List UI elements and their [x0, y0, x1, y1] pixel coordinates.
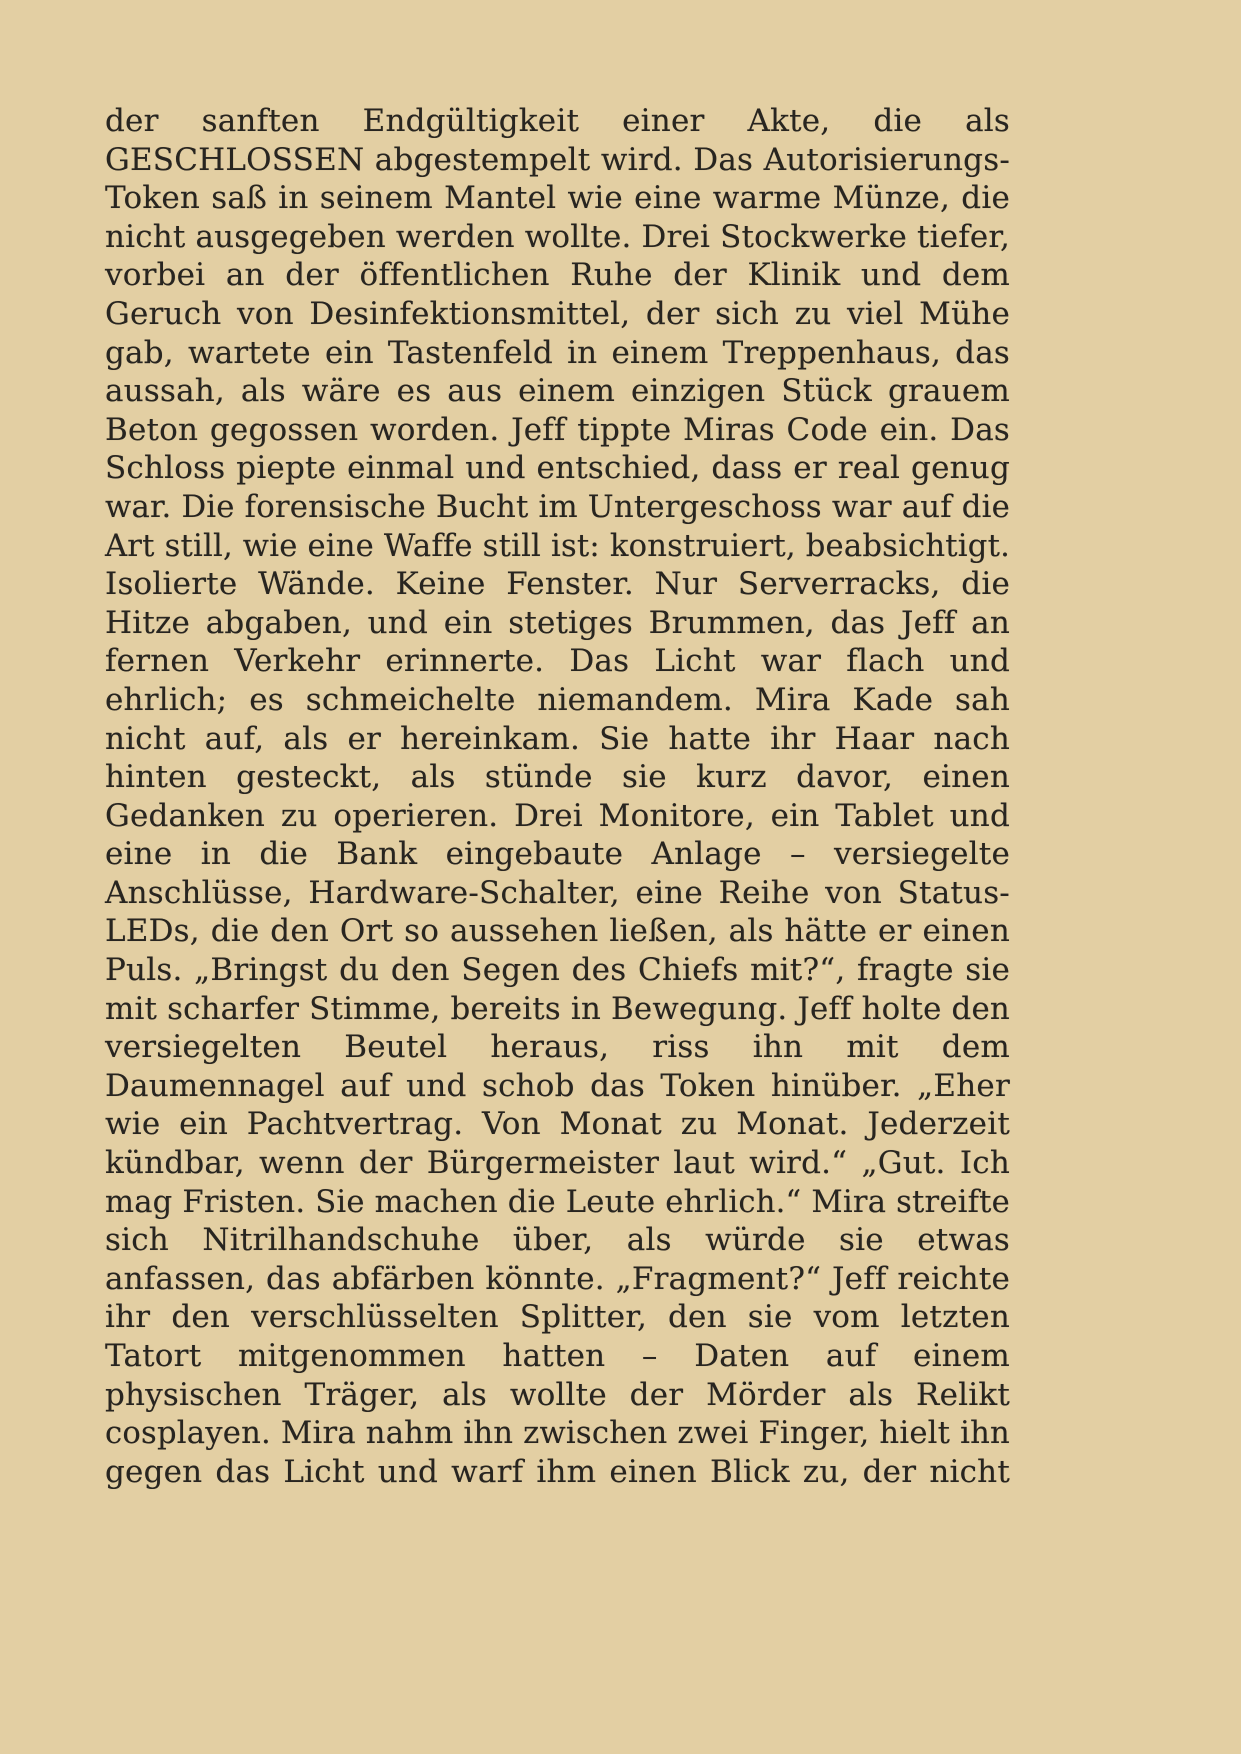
text-line: kündbar, wenn der Bürgermeister laut wird.“ „Gut. Ich [105, 1145, 1010, 1182]
text-line: eine in die Bank eingebaute Anlage – versiegelte [105, 836, 1010, 873]
text-line: gab, wartete ein Tastenfeld in einem Treppenhaus, das [105, 334, 1010, 371]
text-line: war. Die forensische Bucht im Untergeschoss war auf die [105, 488, 1010, 525]
text-line: fernen Verkehr erinnerte. Das Licht war flach und [105, 643, 1010, 680]
text-line: Puls. „Bringst du den Segen des Chiefs mit?“, fragte sie [105, 952, 1010, 989]
text-line: Schloss piepte einmal und entschied, dass er real genug [105, 450, 1010, 487]
text-line: Geruch von Desinfektionsmittel, der sich zu viel Mühe [105, 295, 1010, 332]
text-line: Tatort mitgenommen hatten – Daten auf einem [105, 1338, 1010, 1374]
text-line: Hitze abgaben, und ein stetiges Brummen, das Jeff an [105, 604, 1010, 641]
text-line: cosplayen. Mira nahm ihn zwischen zwei Finger, hielt ihn [105, 1415, 1010, 1452]
text-line: hinten gesteckt, als stünde sie kurz davor, einen [105, 759, 1010, 796]
text-line: physischen Träger, als wollte der Mörder als Relikt [105, 1376, 1010, 1413]
text-line: der sanften Endgültigkeit einer Akte, die als [105, 103, 1010, 139]
text-line: nicht auf, als er hereinkam. Sie hatte ihr Haar nach [105, 720, 1010, 757]
text-line: nicht ausgegeben werden wollte. Drei Stockwerke tiefer, [105, 218, 1010, 255]
text-line: mit scharfer Stimme, bereits in Bewegung. Jeff holte den [105, 990, 1010, 1027]
text-line: Daumennagel auf und schob das Token hinüber. „Eher [105, 1067, 1010, 1104]
text-line: wie ein Pachtvertrag. Von Monat zu Monat. Jederzeit [105, 1106, 1010, 1143]
page-text [105, 102, 1010, 1491]
text-line: ihr den verschlüsselten Splitter, den sie vom letzten [105, 1299, 1010, 1336]
text-line: LEDs, die den Ort so aussehen ließen, als hätte er einen [105, 913, 1010, 950]
text-line: GESCHLOSSEN abgestempelt wird. Das Autorisierungs- [105, 141, 1010, 178]
text-line: Token saß in seinem Mantel wie eine warme Münze, die [105, 180, 1010, 217]
text-line: mag Fristen. Sie machen die Leute ehrlich.“ Mira streifte [105, 1183, 1010, 1220]
text-line: Gedanken zu operieren. Drei Monitore, ein Tablet und [105, 797, 1010, 834]
text-line: Isolierte Wände. Keine Fenster. Nur Serverracks, die [105, 566, 1010, 603]
text-line: sich Nitrilhandschuhe über, als würde sie etwas [105, 1222, 1010, 1259]
text-line: gegen das Licht und warf ihm einen Blick zu, der nicht [105, 1453, 1010, 1490]
text-line: vorbei an der öffentlichen Ruhe der Klinik und dem [105, 257, 1010, 294]
text-line: versiegelten Beutel heraus, riss ihn mit dem [105, 1029, 1010, 1066]
text-line: Art still, wie eine Waffe still ist: konstruiert, beabsichtigt. [105, 527, 1010, 564]
text-line: Anschlüsse, Hardware-Schalter, eine Reihe von Status- [105, 874, 1010, 911]
text-line: anfassen, das abfärben könnte. „Fragment?“ Jeff reichte [105, 1260, 1010, 1297]
text-line: aussah, als wäre es aus einem einzigen Stück grauem [105, 373, 1010, 410]
text-line: Beton gegossen worden. Jeff tippte Miras Code ein. Das [105, 411, 1010, 448]
text-line: ehrlich; es schmeichelte niemandem. Mira Kade sah [105, 681, 1010, 718]
